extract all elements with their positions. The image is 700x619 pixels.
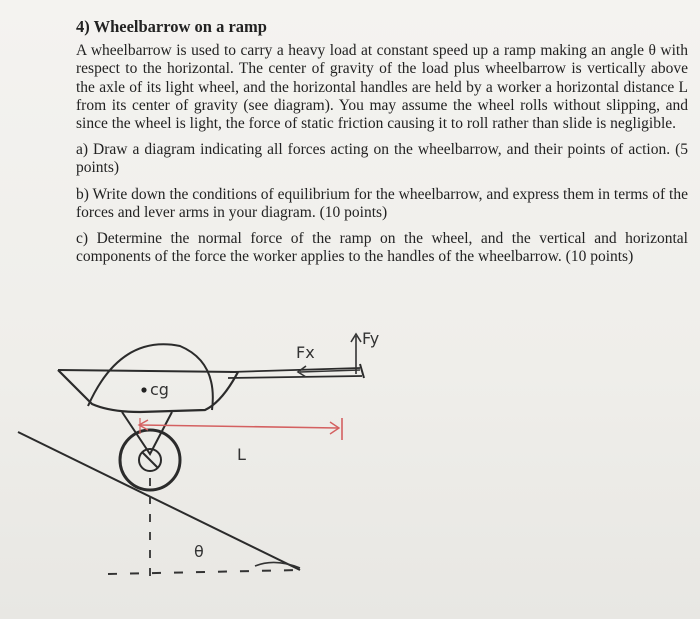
cg-label: cg [150,380,169,399]
angle-label: θ [194,542,204,561]
load-outline [88,344,213,410]
fx-label: Fx [296,343,315,362]
part-c: c) Determine the normal force of the ramp on the wheel, and the vertical and horizontal components of the force the worker applies to the handles of the wheelbarrow. (10 points) [76,230,688,266]
horizontal-reference [108,570,300,574]
tray-outline [58,370,238,412]
problem-intro: A wheelbarrow is used to carry a heavy load at constant speed up a ramp making an angle θ with respect to the horizontal. The center of gravity of the load plus wheelbarrow is vertically above the axle of its light wheel, and the horizontal handles are held by a worker a horizontal distance L from its center of gravity (see diagram). You may assume the wheel rolls without slipping, and since the wheel is light, the force of static friction causing it to roll rather than slide is negligible. [76,42,688,133]
length-arrow [140,425,338,428]
fy-label: Fy [362,329,380,348]
cg-dot [141,387,146,392]
problem-title: 4) Wheelbarrow on a ramp [76,17,267,36]
handle-bottom [228,376,362,378]
part-a: a) Draw a diagram indicating all forces acting on the wheelbarrow, and their points of action. (5 points) [76,141,688,177]
part-b: b) Write down the conditions of equilibrium for the wheelbarrow, and express them in terms of the forces and lever arms in your diagram. (10 points) [76,185,688,221]
tray-rim [58,370,238,372]
length-label: L [237,445,246,464]
